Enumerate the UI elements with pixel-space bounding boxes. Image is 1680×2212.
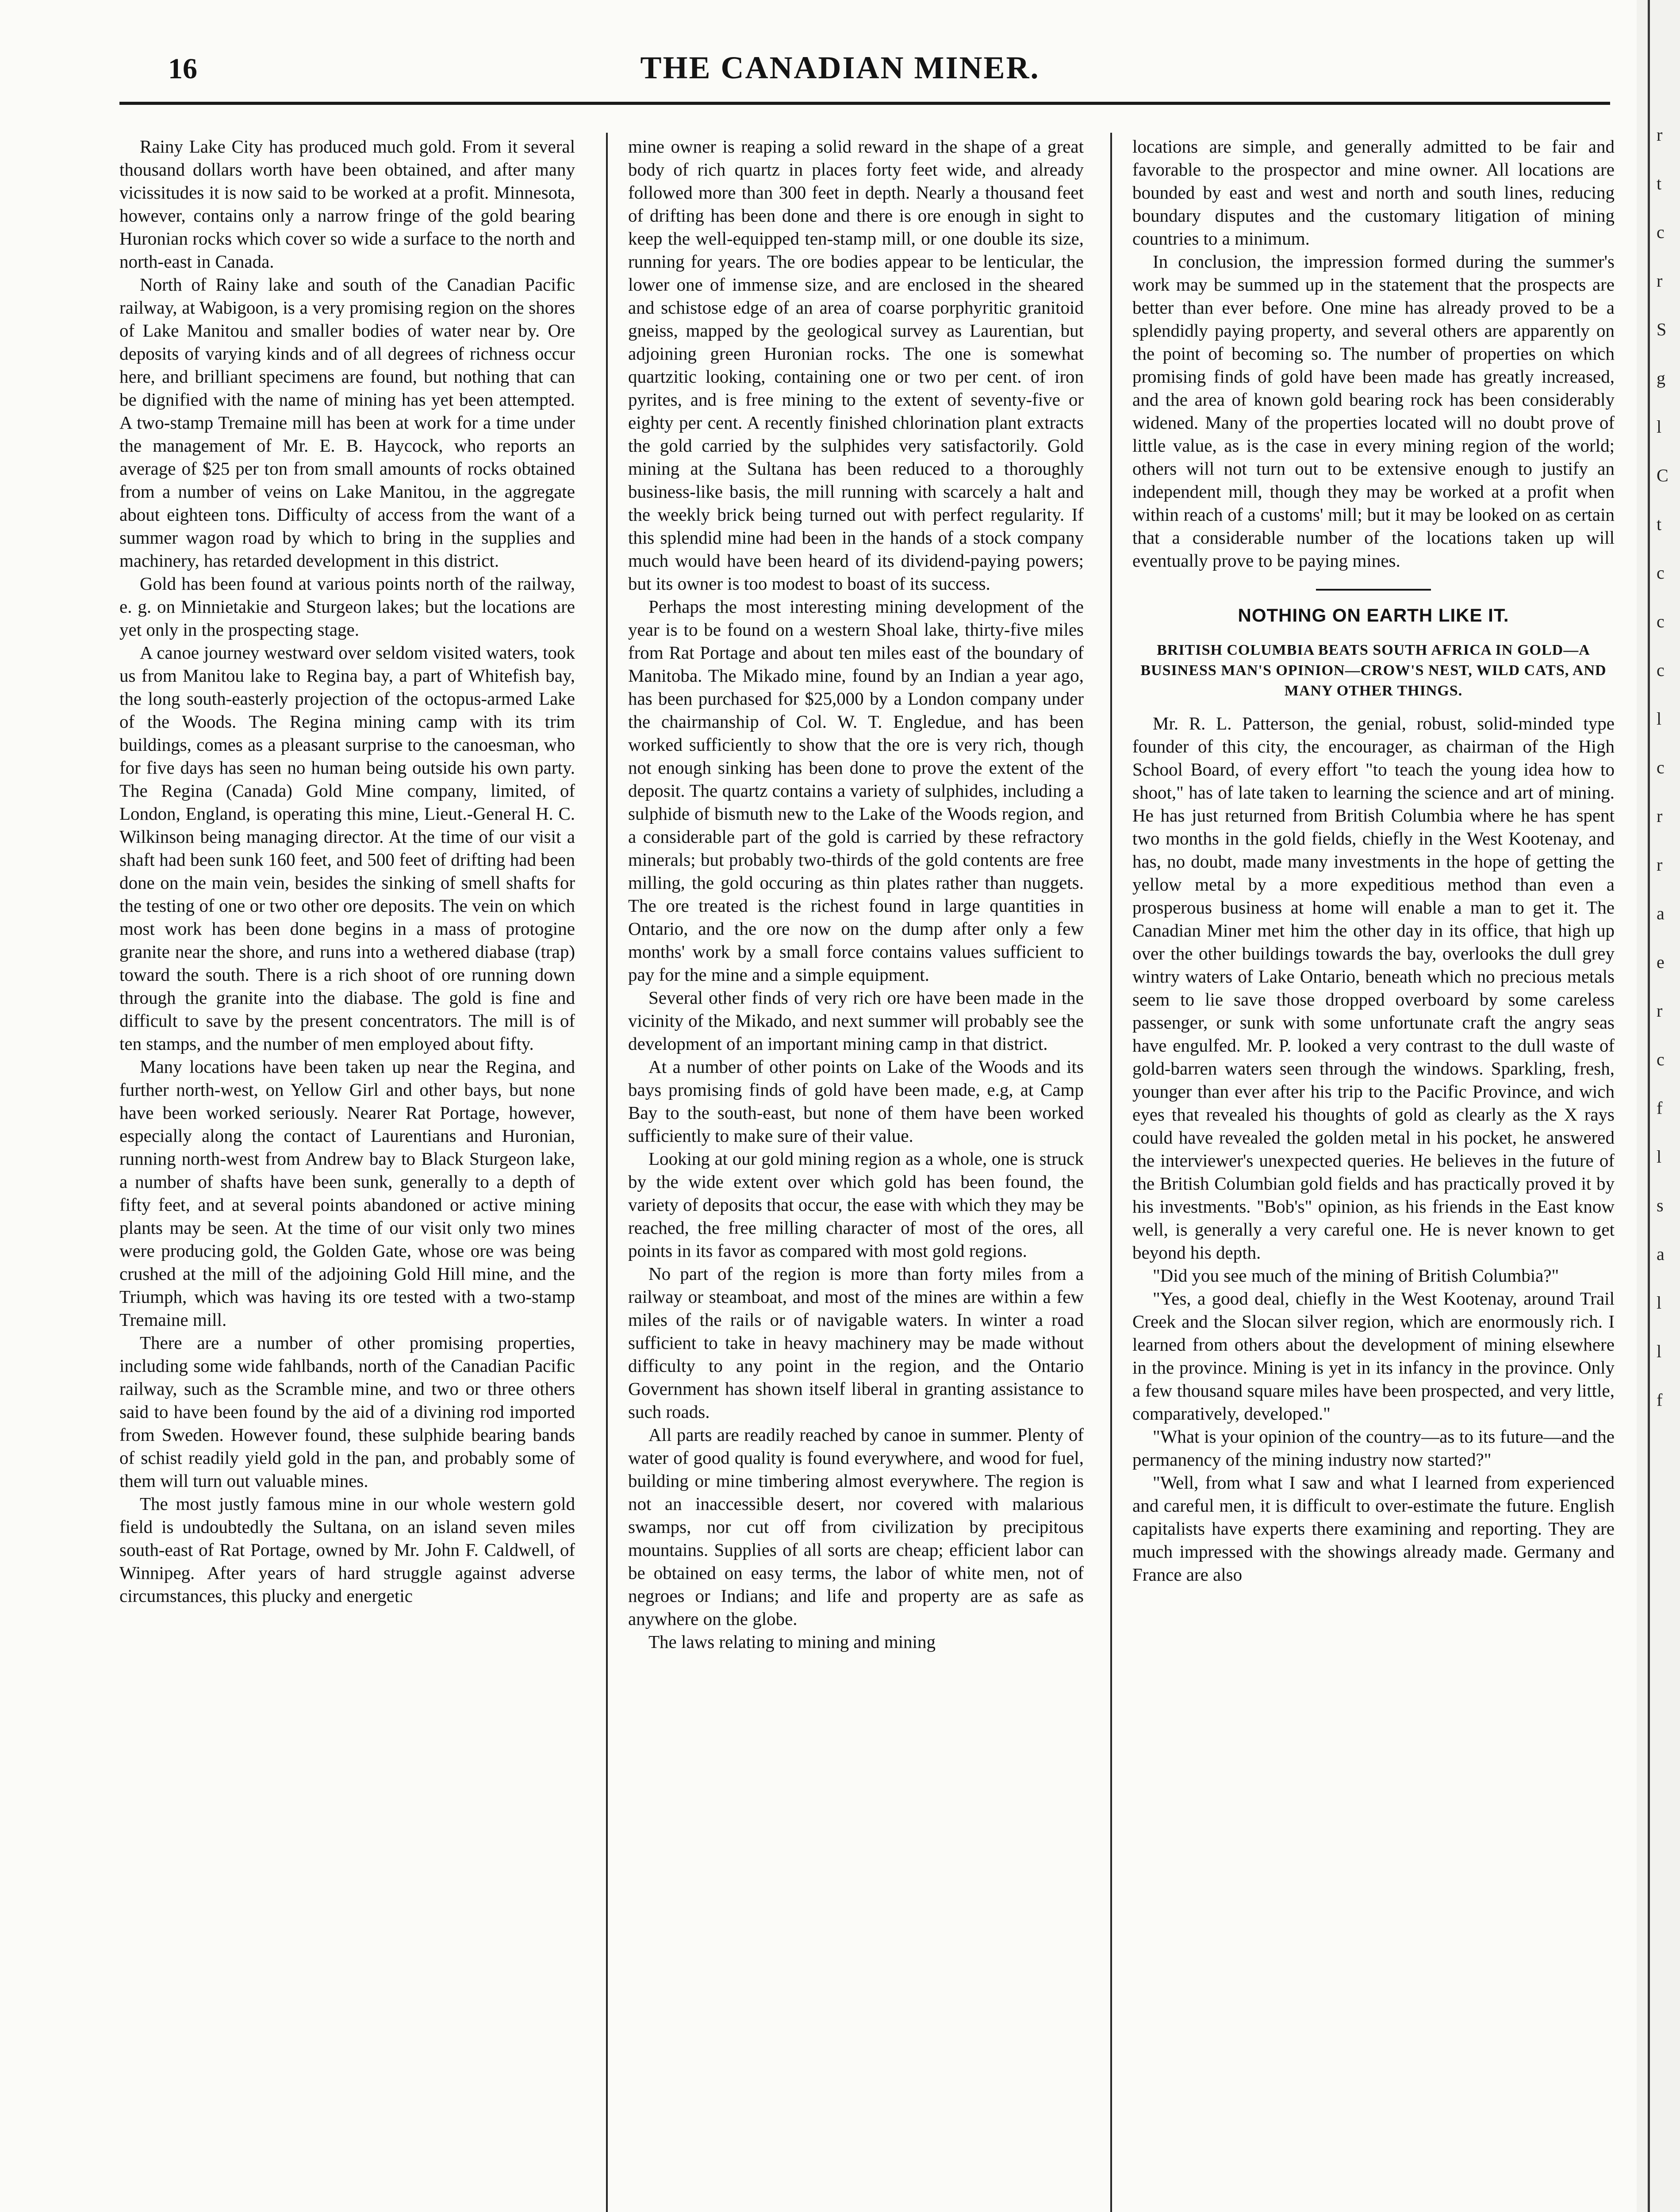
paragraph: In conclusion, the impression formed during the summer's work may be summed up in the statement that the prospects are better than ever before. One mine has already proved to be a splendidly paying property, and several others are apparently on the point of becoming so. The number of properties on which promising finds of gold have been made has greatly increased, and the area of known gold bearing rock has been considerably widened. Many of the properties located will no doubt prove of little value, as is the case in every mining region of the world; others will not turn out to be extensive enough to justify an independent mill, though they may be worked at a profit when within reach of a customs' mill; but it may be looked on as certain that a considerable number of the locations taken up will eventually prove to be paying mines. [1132,251,1615,571]
edge-letter: a [1657,903,1665,923]
column-divider-2 [1110,133,1112,2212]
article-title: NOTHING ON EARTH LIKE IT. [1238,605,1509,626]
edge-letter: c [1657,1049,1665,1069]
edge-letter: r [1657,125,1663,145]
edge-letter: t [1657,173,1662,193]
paragraph: "Yes, a good deal, chiefly in the West Kootenay, around Trail Creek and the Slocan silver region, which are enormously rich. I learned from others about the development of mining elsewhere in the province. Mining is yet in its infancy in the province. Only a few thousand square miles have been prospected, and very little, comparatively, developed." [1132,1288,1615,1424]
binding-edge-line [1648,0,1650,2212]
edge-letter: a [1657,1244,1665,1264]
paragraph: "What is your opinion of the country—as to its future—and the permanency of the mining industry now started?" [1132,1426,1615,1470]
paragraph: Several other finds of very rich ore have been made in the vicinity of the Mikado, and next summer will probably see the development of an important mining camp in that district. [628,987,1084,1054]
edge-letter: c [1657,222,1665,242]
edge-letter: l [1657,417,1662,437]
edge-letter: c [1657,757,1665,777]
edge-letter: l [1657,1147,1662,1167]
edge-letter: s [1657,1195,1664,1215]
edge-letter: l [1657,709,1662,729]
page-number: 16 [168,53,197,85]
section-separator [1316,589,1431,591]
paragraph: The most justly famous mine in our whole western gold field is undoubtedly the Sultana, on an island seven miles south-east of Rat Portage, owned by Mr. John F. Caldwell, of Winnipeg. After years of hard struggle against adverse circumstances, this plucky and energetic [119,1494,575,1606]
edge-letter: g [1657,368,1665,388]
edge-letter: f [1657,1390,1663,1410]
edge-letter: C [1657,465,1668,485]
paragraph: At a number of other points on Lake of the Woods and its bays promising finds of gold have been made, e.g, at Camp Bay to the south-east, but none of them have been worked sufficiently to make sure of their value. [628,1056,1084,1146]
header-rule [119,102,1610,105]
edge-letter: c [1657,563,1665,583]
paragraph: Gold has been found at various points north of the railway, e. g. on Minnietakie and Sturgeon lakes; but the locations are yet only in the prospecting stage. [119,573,575,640]
column-1 [119,135,575,2212]
paragraph: Perhaps the most interesting mining development of the year is to be found on a western Shoal lake, thirty-five miles from Rat Portage and about ten miles east of the boundary of Manitoba. The Mikado mine, found by an Indian a year ago, has been purchased for $25,000 by a London company under the chairmanship of Col. W. T. Engledue, and has been worked sufficiently to show that the ore is very rich, though not enough sinking has been done to prove the extent of the deposit. The quartz contains a variety of sulphides, including a sulphide of bismuth new to the Lake of the Woods region, and a considerable part of the gold is carried by these refractory minerals; but probably two-thirds of the gold contents are free milling, the gold occuring as thin plates rather than nuggets. The ore treated is the richest found in large quantities in Ontario, and the ore now on the dump after only a few months' work by a small force contains values sufficient to pay for the mine and a simple equipment. [628,596,1084,985]
paragraph: Mr. R. L. Patterson, the genial, robust, solid-minded type founder of this city, the encourager, as chairman of the High School Board, of every effort "to teach the young idea how to shoot," has of late taken to learning the science and art of mining. He has just returned from British Columbia where he has spent two months in the gold fields, chiefly in the West Kootenay, and has, no doubt, made many investments in the hope of getting the yellow metal by a more expeditious method than even a prosperous business at home will enable a man to get it. The Canadian Miner met him the other day in its office, that high up over the other buildings towards the bay, overlooks the dull grey wintry waters of Lake Ontario, beneath which no precious metals seem to lie save those dropped overboard by some careless passenger, or sunk with some unfortunate craft the angry seas have engulfed. Mr. P. looked a very contrast to the dull waste of gold-barren waters seen through the windows. Sparkling, fresh, younger than ever after his trip to the Pacific Province, and wich eyes that revealed his thoughts of gold as clearly as the X rays could have revealed the golden metal in his pocket, he answered the interviewer's unexpected queries. He believes in the future of the British Columbian gold fields and has practically proved it by his investments. "Bob's" opinion, as his friends in the East know well, is generally a very careful one. He is never known to get beyond his depth. [1132,713,1615,1263]
edge-letter: l [1657,1293,1662,1313]
article-subheading: BRITISH COLUMBIA BEATS SOUTH AFRICA IN GOLD—A BUSINESS MAN'S OPINION—CROW'S NEST, WILD CATS, AND MANY OTHER THINGS. [1140,642,1607,699]
paragraph: A canoe journey westward over seldom visited waters, took us from Manitou lake to Regina bay, a part of Whitefish bay, the long south-easterly projection of the octopus-armed Lake of the Woods. The Regina mining camp with its trim buildings, comes as a pleasant surprise to the canoesman, who for five days has seen no human being outside his own party. The Regina (Canada) Gold Mine company, limited, of London, England, is operating this mine, Lieut.-General H. C. Wilkinson being managing director. At the time of our visit a shaft had been sunk 160 feet, and 500 feet of drifting had been done on the main vein, besides the sinking of smell shafts for the testing of one or two other ore deposits. The vein on which most work has been done begins in a mass of protogine granite near the shore, and runs into a wethered diabase (trap) toward the south. There is a rich shoot of ore running down through the granite into the diabase. The gold is fine and difficult to save by the present concentrators. The mill is of ten stamps, and the number of men employed about fifty. [119,642,575,1054]
adjacent-page-letters [1657,111,1668,1425]
paragraph: "Did you see much of the mining of British Columbia?" [1153,1265,1559,1286]
edge-letter: e [1657,952,1665,972]
paragraph: mine owner is reaping a solid reward in the shape of a great body of rich quartz in places forty feet wide, and already followed more than 300 feet in depth. Nearly a thousand feet of drifting has been done and there is ore enough in sight to keep the well-equipped ten-stamp mill, or one double its size, running for years. The ore bodies appear to be lenticular, the lower one of immense size, and are enclosed in the sheared and schistose edge of an area of coarse porphyritic granitoid gneiss, mapped by the geological survey as Laurentian, but adjoining green Huronian rocks. The one is somewhat quartzitic looking, containing one or two per cent. of iron pyrites, and is free mining to the extent of seventy-five or eighty per cent. A recently finished chlorination plant extracts the gold carried by the sulphides very satisfactorily. Gold mining at the Sultana has been reduced to a thoroughly business-like basis, the mill running with scarcely a halt and the weekly brick being turned out with perfect regularity. If this splendid mine had been in the hands of a stock company much would have been heard of its dividend-paying powers; but its owner is too modest to boast of its success. [628,136,1084,594]
edge-letter: r [1657,806,1663,826]
column-2 [628,135,1084,2212]
paragraph: "Well, from what I saw and what I learned from experienced and careful men, it is difficult to over-estimate the future. English capitalists have experts there examining and reporting. They are much impressed with the showings already made. Germany and France are also [1132,1472,1615,1585]
paragraph: No part of the region is more than forty miles from a railway or steamboat, and most of the mines are within a few miles of the rails or of navigable waters. In winter a road sufficient to take in heavy machinery may be made without difficulty to any point in the region, and the Ontario Government has shown itself liberal in granting assistance to such roads. [628,1263,1084,1422]
edge-letter: S [1657,319,1667,339]
edge-letter: f [1657,1098,1663,1118]
column-divider-1 [606,133,608,2212]
paragraph: All parts are readily reached by canoe in summer. Plenty of water of good quality is found everywhere, and wood for fuel, building or mine timbering almost everywhere. The region is not an inaccessible desert, nor covered with malarious swamps, nor cut off from civilization by precipitous mountains. Supplies of all sorts are cheap; efficient labor can be obtained on easy terms, the labor of white men, not of negroes or Indians; and life and property are as safe as anywhere on the globe. [628,1425,1084,1629]
paragraph: Looking at our gold mining region as a whole, one is struck by the wide extent over which gold has been found, the variety of deposits that occur, the ease with which they may be reached, the free milling character of most of the ores, all points in its favor as compared with most gold regions. [628,1148,1084,1261]
paragraph: The laws relating to mining and mining [648,1632,936,1652]
paragraph: Rainy Lake City has produced much gold. From it several thousand dollars worth have been obtained, and after many vicissitudes it is now said to be worked at a profit. Minnesota, however, contains only a narrow fringe of the gold bearing Huronian rocks which cover so wide a surface to the north and north-east in Canada. [119,136,575,272]
paragraph: Many locations have been taken up near the Regina, and further north-west, on Yellow Girl and other bays, but none have been worked seriously. Nearer Rat Portage, however, especially along the contact of Laurentians and Huronian, running north-west from Andrew bay to Black Sturgeon lake, a number of shafts have been sunk, generally to a depth of fifty feet, and at several points abandoned or active mining plants may be seen. At the time of our visit only two mines were producing gold, the Golden Gate, whose ore was being crushed at the mill of the adjoining Gold Hill mine, and the Triumph, which was having its ore tested with a two-stamp Tremaine mill. [119,1056,575,1330]
edge-letter: r [1657,855,1663,875]
edge-letter: r [1657,271,1663,291]
edge-letter: t [1657,514,1662,534]
edge-letter: c [1657,611,1665,631]
edge-letter: l [1657,1341,1662,1361]
paragraph: locations are simple, and generally admitted to be fair and favorable to the prospector and mine owner. All locations are bounded by east and west and north and south lines, reducing boundary disputes and the customary litigation of mining countries to a minimum. [1132,136,1615,249]
paragraph: There are a number of other promising properties, including some wide fahlbands, north of the Canadian Pacific railway, such as the Scramble mine, and two or three others said to have been found by the aid of a divining rod imported from Sweden. However found, these sulphide bearing bands of schist readily yield gold in the pan, and probably some of them will turn out valuable mines. [119,1333,575,1491]
edge-letter: c [1657,660,1665,680]
column-3 [1132,135,1615,2212]
masthead-title: THE CANADIAN MINER. [640,50,1040,85]
paragraph: North of Rainy lake and south of the Canadian Pacific railway, at Wabigoon, is a very promising region on the shores of Lake Manitou and smaller bodies of water near by. Ore deposits of varying kinds and of all degrees of richness occur here, and brilliant specimens are found, but nothing that can be dignified with the name of mining has yet been attempted. A two-stamp Tremaine mill has been at work for a time under the management of Mr. E. B. Haycock, who reports an average of $25 per ton from small amounts of rocks obtained from a number of veins on Lake Manitou, in the aggregate about eighteen tons. Difficulty of access from the want of a summer wagon road by which to bring in the supplies and machinery, has retarded development in this district. [119,274,575,571]
edge-letter: r [1657,1001,1663,1021]
